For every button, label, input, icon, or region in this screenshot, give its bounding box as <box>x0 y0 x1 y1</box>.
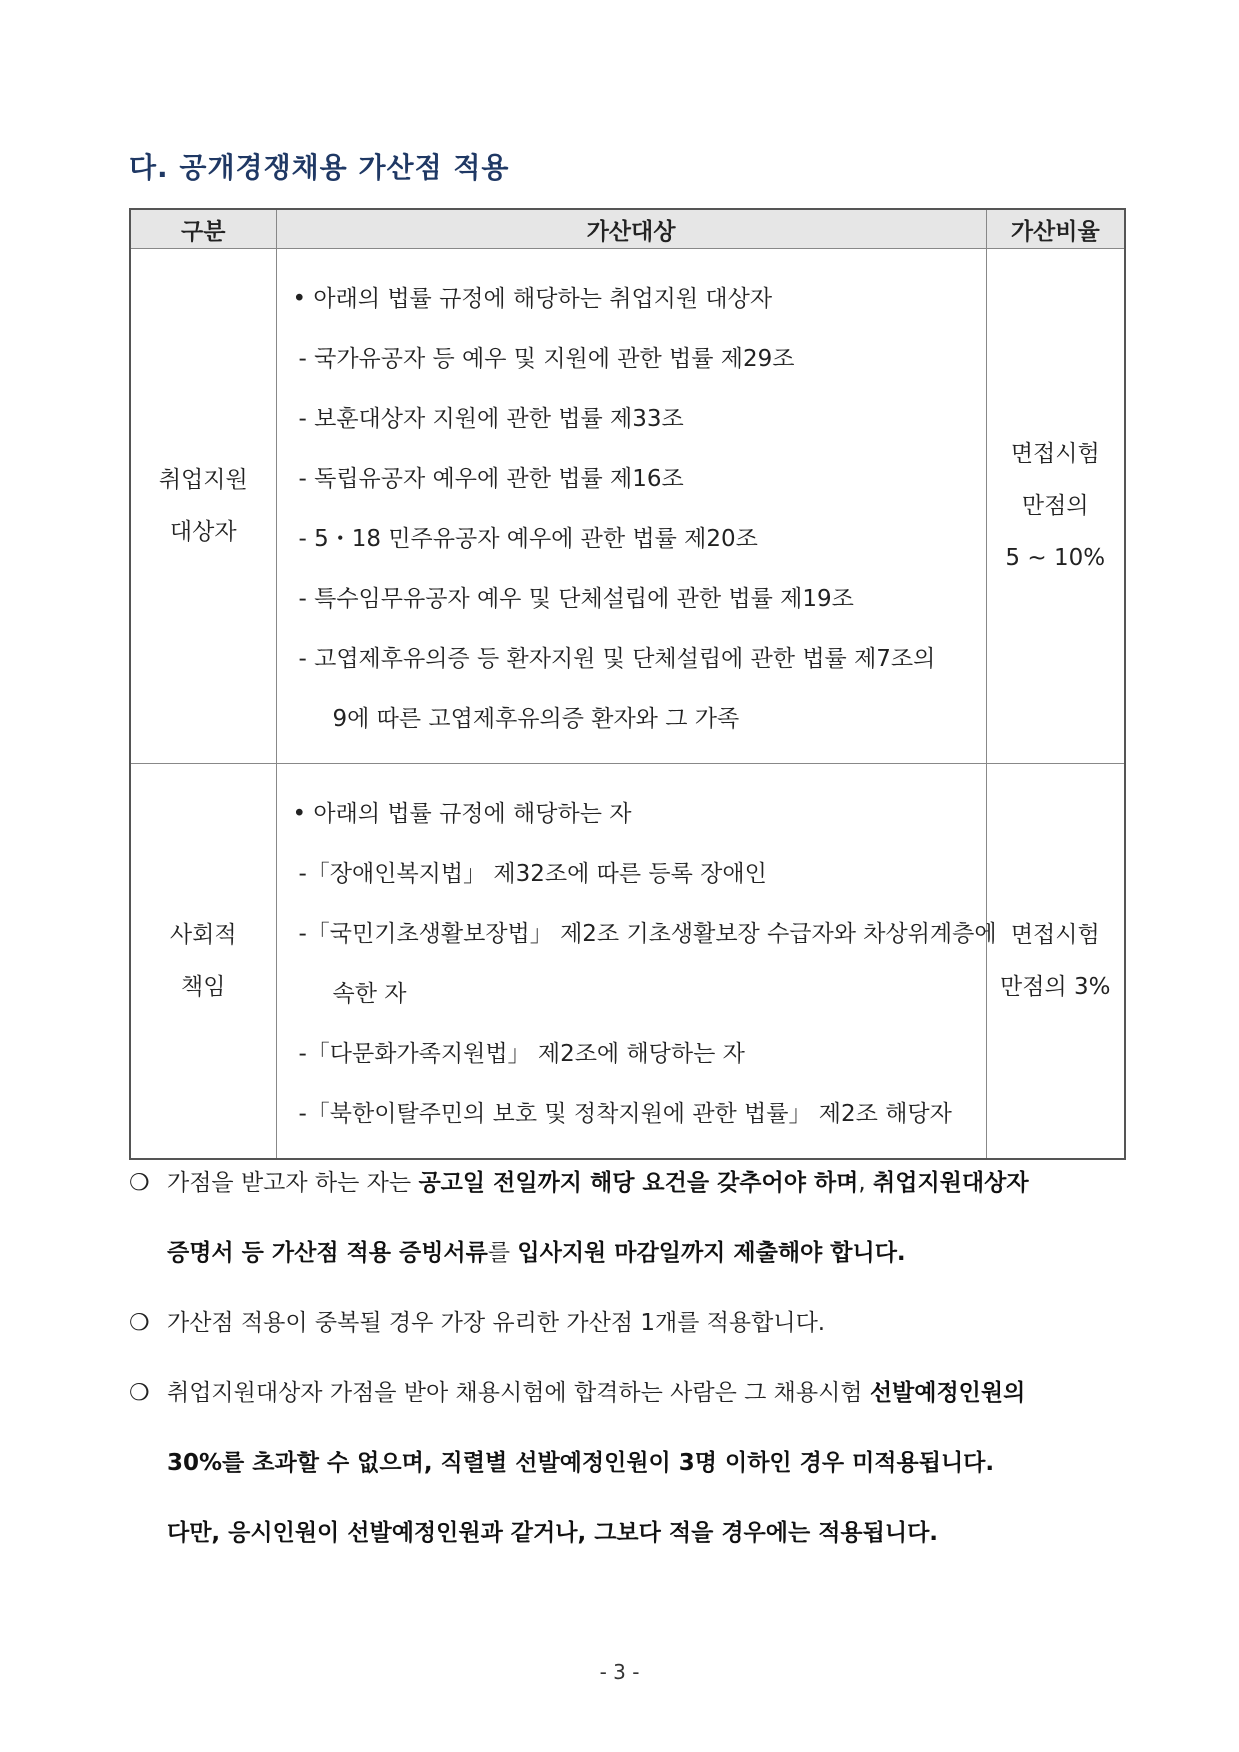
row-category <box>130 764 276 1160</box>
content-line: 속한 자 <box>332 981 407 1007</box>
header-target: 가산대상 <box>276 209 986 249</box>
content-line: • 아래의 법률 규정에 해당하는 자 <box>292 801 632 827</box>
category-line: 책임 <box>181 974 226 1000</box>
content-line: - 5・18 민주유공자 예우에 관한 법률 제20조 <box>298 526 758 552</box>
row-category <box>130 249 276 764</box>
content-line: - 보훈대상자 지원에 관한 법률 제33조 <box>298 406 684 432</box>
row-content <box>276 764 997 1160</box>
content-line: - 특수임무유공자 예우 및 단체설립에 관한 법률 제19조 <box>298 586 854 612</box>
circle-bullet-icon: ❍ <box>129 1310 150 1336</box>
note-emphasis: 다만, 응시인원이 선발예정인원과 같거나, 그보다 적을 경우에는 적용됩니다. <box>167 1520 939 1546</box>
ratio-line: 면접시험 <box>1010 441 1100 467</box>
ratio-line: 5 ~ 10% <box>1005 545 1106 571</box>
note-emphasis: 선발예정인원의 <box>869 1380 1026 1406</box>
content-line: - 국가유공자 등 예우 및 지원에 관한 법률 제29조 <box>298 346 795 372</box>
content-line: - 고엽제후유의증 등 환자지원 및 단체설립에 관한 법률 제7조의 <box>298 646 936 672</box>
table-row <box>130 764 1125 1160</box>
content-line: -「북한이탈주민의 보호 및 정착지원에 관한 법률」 제2조 해당자 <box>298 1101 952 1127</box>
row-ratio <box>986 249 1125 764</box>
ratio-line: 만점의 3% <box>1000 974 1111 1000</box>
circle-bullet-icon: ❍ <box>129 1170 150 1196</box>
note-3-cont <box>129 1428 1129 1498</box>
note-emphasis: 공고일 전일까지 해당 요건을 갖추어야 하며 <box>418 1170 859 1196</box>
note-3-cont <box>129 1498 1129 1568</box>
circle-bullet-icon: ❍ <box>129 1380 150 1406</box>
notes-section <box>129 1148 1129 1568</box>
content-line: 9에 따른 고엽제후유의증 환자와 그 가족 <box>332 706 740 732</box>
ratio-line: 면접시험 <box>1010 922 1100 948</box>
note-text: , <box>858 1170 874 1196</box>
table-row <box>130 249 1125 764</box>
content-line: -「국민기초생활보장법」 제2조 기초생활보장 수급자와 차상위계층에 <box>298 921 997 947</box>
content-line: -「장애인복지법」 제32조에 따른 등록 장애인 <box>298 861 767 887</box>
ratio-line: 만점의 <box>1021 493 1089 519</box>
note-3 <box>129 1358 1129 1428</box>
note-text: 를 <box>487 1240 518 1266</box>
category-line: 취업지원 <box>158 467 248 493</box>
note-text: 취업지원대상자 가점을 받아 채용시험에 합격하는 사람은 그 채용시험 <box>167 1380 870 1406</box>
note-emphasis: 30%를 초과할 수 없으며, 직렬별 선발예정인원이 3명 이하인 경우 미적용됩니다. <box>167 1450 995 1476</box>
note-1 <box>129 1148 1129 1218</box>
bonus-points-table <box>129 208 1126 1160</box>
note-emphasis: 증명서 등 가산점 적용 증빙서류 <box>167 1240 488 1266</box>
row-ratio <box>986 764 1125 1160</box>
note-2 <box>129 1288 1129 1358</box>
content-line: - 독립유공자 예우에 관한 법률 제16조 <box>298 466 684 492</box>
content-line: -「다문화가족지원법」 제2조에 해당하는 자 <box>298 1041 745 1067</box>
category-line: 사회적 <box>169 922 237 948</box>
category-line: 대상자 <box>169 519 237 545</box>
content-line: • 아래의 법률 규정에 해당하는 취업지원 대상자 <box>292 286 773 312</box>
header-category: 구분 <box>130 209 276 249</box>
row-content <box>276 249 986 764</box>
header-ratio: 가산비율 <box>986 209 1125 249</box>
section-title: 다. 공개경쟁채용 가산점 적용 <box>129 151 510 184</box>
page-number: - 3 - <box>599 1660 640 1684</box>
note-emphasis: 입사지원 마감일까지 제출해야 합니다. <box>517 1240 906 1266</box>
note-text: 가점을 받고자 하는 자는 <box>167 1170 419 1196</box>
note-text: 가산점 적용이 중복될 경우 가장 유리한 가산점 1개를 적용합니다. <box>167 1310 826 1336</box>
note-1-cont <box>129 1218 1129 1288</box>
note-emphasis: 취업지원대상자 <box>873 1170 1029 1196</box>
table-header-row <box>130 209 1125 249</box>
